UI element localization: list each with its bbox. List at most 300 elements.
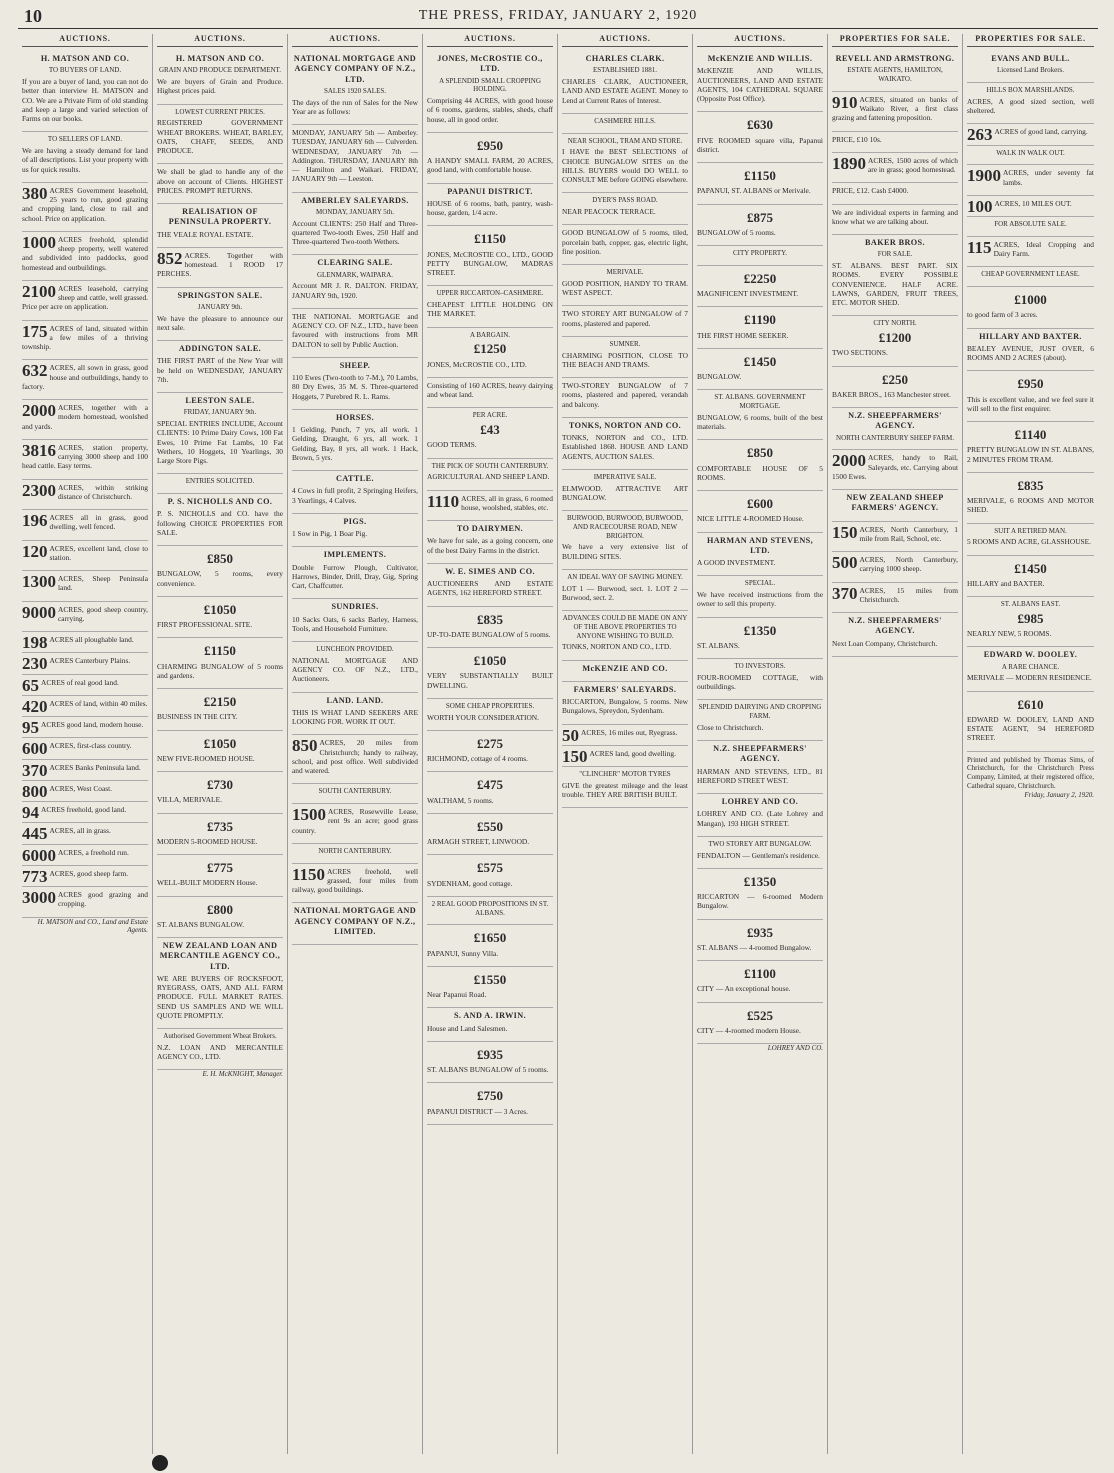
- ad-text: HOUSE of 6 rooms, bath, pantry, wash-house, garden, 1/4 acre.: [427, 198, 553, 217]
- ad-body: [427, 837, 553, 846]
- advertisement: [697, 440, 823, 491]
- ad-body: [967, 395, 1094, 414]
- ad-text: CITY — 4-roomed modern House.: [697, 1025, 801, 1035]
- ad-body: [562, 381, 688, 409]
- ink-blot: [152, 1455, 168, 1471]
- ad-text: PAPANUI, Sunny Villa.: [427, 948, 499, 958]
- ad-subheading: Licensed Land Brokers.: [996, 66, 1065, 75]
- advertisement: [427, 133, 553, 184]
- ad-price: £935: [477, 1046, 503, 1062]
- ad-acreage: 2000: [22, 401, 56, 420]
- ad-price: £1150: [474, 231, 506, 247]
- ad-text: ACRES, station property, carrying 3000 sheep and 100 head cattle. Easy terms.: [22, 442, 148, 471]
- advertisement: [22, 541, 148, 572]
- ad-price: £275: [477, 735, 503, 751]
- advertisement: [832, 235, 958, 316]
- ad-subheading: ADVANCES COULD BE MADE ON ANY OF THE ABOVE PROPERTIES TO ANYONE WISHING TO BUILD.: [562, 614, 688, 640]
- advertisement: [562, 767, 688, 808]
- column-4: [423, 34, 558, 1454]
- ad-acreage: 445: [22, 824, 48, 844]
- ad-text: A GOOD INVESTMENT.: [697, 558, 776, 567]
- advertisement: [22, 480, 148, 511]
- ad-body: [22, 321, 148, 352]
- ad-heading: CATTLE.: [336, 474, 374, 483]
- ad-body: [697, 136, 823, 155]
- ad-price: £1350: [743, 622, 777, 638]
- ad-price: £525: [747, 1007, 773, 1023]
- ad-body: [427, 990, 553, 999]
- column-heading: AUCTIONS.: [22, 34, 148, 47]
- advertisement: [562, 378, 688, 418]
- ad-price: £1190: [744, 312, 776, 328]
- ad-body: [832, 639, 958, 648]
- ad-body: [292, 373, 418, 401]
- ad-text: ACRES, 20 miles from Christchurch; handy to railway, school, and post office. Well subdivided and watered.: [292, 738, 418, 775]
- advertisement: [697, 491, 823, 533]
- ad-text: TWO STOREY ART BUNGALOW of 7 rooms, plastered and papered.: [562, 309, 688, 328]
- ad-subheading: WALK IN WALK OUT.: [996, 148, 1065, 157]
- ad-subheading: A BARGAIN.: [469, 330, 511, 339]
- ad-subheading: SOME CHEAP PROPERTIES.: [445, 701, 535, 710]
- advertisement: [697, 659, 823, 700]
- advertisement: [697, 700, 823, 741]
- ad-text: If you are a buyer of land, you can not do better than interview H. MATSON and CO. We are a Private Firm of old standing and keep a large and varied selection of Farms on our books.: [22, 77, 148, 123]
- advertisement: [292, 599, 418, 642]
- ad-body: [697, 590, 823, 609]
- ad-body: [562, 351, 688, 370]
- ad-heading: N.Z. SHEEPFARMERS' AGENCY.: [848, 616, 942, 636]
- ad-acreage: 150: [562, 746, 588, 766]
- ad-acreage: 1150: [292, 864, 326, 884]
- advertisement: [22, 696, 148, 717]
- ad-text: ACRES, handy to Rail, Saleyards, etc. Carrying about 1500 Ewes.: [832, 453, 958, 481]
- advertisement: [22, 653, 148, 674]
- ad-price: £1140: [1014, 427, 1047, 442]
- newspaper-columns: [18, 34, 1098, 1454]
- ad-body: [22, 440, 148, 471]
- ad-heading: AMBERLEY SALEYARDS.: [301, 195, 409, 205]
- ad-body: [697, 66, 823, 103]
- advertisement: [292, 844, 418, 864]
- ad-heading: IMPLEMENTS.: [323, 550, 387, 560]
- ad-body: [427, 440, 553, 449]
- ad-body: [157, 754, 283, 763]
- ad-body: [22, 574, 148, 593]
- ad-text: EDWARD W. DOOLEY, LAND AND ESTATE AGENT, 94 HEREFORD STREET.: [967, 714, 1094, 743]
- column-1: [18, 34, 153, 1454]
- ad-heading: McKENZIE AND WILLIS.: [707, 54, 813, 63]
- ad-heading: P. S. NICHOLLS AND CO.: [167, 497, 273, 506]
- ad-text: House and Land Salesmen.: [427, 1023, 508, 1033]
- ad-body: [427, 156, 553, 175]
- advertisement: [562, 225, 688, 265]
- ad-text: REGISTERED GOVERNMENT WHEAT BROKERS. WHEAT, BARLEY, OATS, CHAFF, SEEDS, AND PRODUCE.: [157, 118, 283, 155]
- ad-text: PAPANUI, ST. ALBANS or Merivale.: [697, 186, 811, 196]
- ad-text: ACRES, within striking distance of Christchurch.: [58, 482, 148, 501]
- advertisement: [697, 576, 823, 617]
- column-8: [963, 34, 1098, 1454]
- ad-body: [292, 219, 418, 247]
- ad-text: ST. ALBANS BUNGALOW of 5 rooms.: [427, 1065, 549, 1074]
- advertisement: [427, 1008, 553, 1042]
- ad-text: NEAR PEACOCK TERRACE.: [562, 207, 656, 216]
- ad-acreage: 852: [157, 248, 183, 268]
- ad-body: [832, 522, 958, 544]
- advertisement: [697, 618, 823, 660]
- advertisement: [427, 1083, 553, 1125]
- ad-text: ACRES, excellent land, close to station.: [49, 543, 148, 562]
- ad-acreage: 230: [22, 654, 48, 674]
- advertisement: [292, 51, 418, 125]
- advertisement: [157, 638, 283, 689]
- ad-body: [157, 920, 283, 929]
- advertisement: [427, 184, 553, 227]
- ad-price: £1350: [743, 873, 777, 889]
- ad-body: [832, 153, 958, 175]
- ad-body: [697, 228, 823, 237]
- ad-text: We are individual experts in farming and know what we are talking about.: [832, 207, 958, 226]
- advertisement: [427, 648, 553, 699]
- ad-body: [697, 514, 823, 523]
- advertisement: [427, 459, 553, 491]
- ad-text: We shall be glad to handle any of the above on account of Clients. HIGHEST PRICES. PROMPT RETURNS.: [157, 167, 283, 195]
- ad-text: ACRES, under seventy fat lambs.: [1003, 168, 1094, 187]
- ad-text: MODERN 5-ROOMED HOUSE.: [157, 836, 258, 846]
- ad-text: ACRES, all sown in grass, good house and outbuildings, handy to factory.: [22, 363, 148, 391]
- issue-date: Friday, January 2, 1920.: [1024, 790, 1094, 799]
- ad-text: ACRES. Together with homestead. 1 ROOD 17 PERCHES.: [157, 250, 283, 279]
- advertisement: [292, 193, 418, 256]
- advertisement: [22, 183, 148, 232]
- advertisement: [292, 309, 418, 358]
- advertisement: [967, 287, 1094, 329]
- advertisement: [967, 267, 1094, 287]
- advertisement: [427, 521, 553, 564]
- ad-body: [427, 536, 553, 555]
- advertisement: [292, 804, 418, 844]
- ad-text: 1 Gelding, Punch, 7 yrs, all work. 1 Gelding, Draught, 6 yrs, all work. 1 Gelding, Bay, 8 yrs, all work. 1 Hack, Brown, 5 yrs.: [292, 425, 418, 462]
- ad-body: [22, 602, 148, 624]
- ad-body: [292, 281, 418, 300]
- advertisement: [22, 887, 148, 918]
- ad-heading: JONES, McCROSTIE CO., LTD.: [437, 54, 543, 74]
- column-signature: E. H. McKNIGHT, Manager.: [202, 1070, 283, 1079]
- advertisement: [967, 146, 1094, 166]
- advertisement: [832, 132, 958, 153]
- advertisement: [427, 51, 553, 133]
- advertisement: [292, 735, 418, 784]
- column-2: [153, 34, 288, 1454]
- ad-body: [292, 529, 418, 538]
- ad-price: £43: [480, 422, 500, 437]
- ad-subheading: NEAR SCHOOL, TRAM AND STORE.: [567, 136, 683, 145]
- ad-text: RICCARTON — 6-roomed Modern Bungalow.: [697, 892, 823, 911]
- ad-heading: SHEEP.: [339, 360, 371, 370]
- ad-heading: CLEARING SALE.: [317, 258, 393, 268]
- ad-text: Account CLIENTS: 250 Half and Three-quartered Two-tooth Ewes, 250 Half and Three-quartered Two-tooth Wethers.: [292, 218, 418, 246]
- advertisement: [157, 597, 283, 639]
- advertisement: [22, 866, 148, 887]
- ad-body: [562, 584, 688, 603]
- advertisement: [427, 607, 553, 649]
- ad-text: SYDENHAM, good cottage.: [427, 878, 513, 888]
- advertisement: [697, 1003, 823, 1045]
- ad-body: [427, 713, 553, 722]
- ad-text: We have for sale, as a going concern, one of the best Dairy Farms in the district.: [427, 536, 553, 555]
- advertisement: [292, 547, 418, 599]
- ad-text: BEALEY AVENUE, JUST OVER, 6 ROOMS AND 2 ACRES (about).: [967, 343, 1094, 362]
- advertisement: [697, 349, 823, 391]
- ad-acreage: 2300: [22, 480, 56, 500]
- ad-text: MAGNIFICENT INVESTMENT.: [697, 289, 799, 298]
- ad-price: £250: [882, 371, 908, 387]
- ad-acreage: 850: [292, 736, 318, 756]
- advertisement: [832, 408, 958, 450]
- ad-acreage: 100: [967, 196, 993, 216]
- ad-price: £775: [207, 860, 233, 875]
- ad-price: £1200: [878, 330, 912, 345]
- ad-text: FOUR-ROOMED COTTAGE, with outbuildings.: [697, 672, 823, 691]
- ad-body: [157, 118, 283, 155]
- advertisement: [157, 288, 283, 342]
- ad-acreage: 370: [22, 760, 48, 780]
- ad-text: BUSINESS IN THE CITY.: [157, 712, 238, 722]
- ad-body: [832, 555, 958, 574]
- ad-subheading: HILLS BOX MARSHLANDS.: [986, 86, 1075, 94]
- ad-body: [157, 712, 283, 721]
- ad-body: [832, 261, 958, 307]
- ad-price: £950: [1017, 376, 1044, 392]
- ad-subheading: ST. ALBANS EAST.: [1000, 600, 1061, 608]
- advertisement: [967, 196, 1094, 217]
- ad-price: £1050: [203, 735, 237, 751]
- column-heading: AUCTIONS.: [292, 34, 418, 47]
- ad-text: ACRES land, good dwelling.: [589, 748, 676, 758]
- ad-text: WORTH YOUR CONSIDERATION.: [427, 712, 539, 722]
- advertisement: [157, 772, 283, 814]
- advertisement: [562, 51, 688, 114]
- ad-body: [562, 746, 688, 766]
- ad-heading: N.Z. SHEEPFARMERS' AGENCY.: [848, 411, 942, 431]
- advertisement: [697, 205, 823, 247]
- ad-body: [832, 453, 958, 481]
- ad-text: THE VEALE ROYAL ESTATE.: [157, 229, 254, 239]
- ad-heading: N.Z. SHEEPFARMERS' AGENCY.: [713, 744, 807, 764]
- ad-subheading: 2 REAL GOOD PROPOSITIONS IN ST. ALBANS.: [431, 899, 549, 917]
- ad-body: [22, 183, 148, 223]
- ad-body: [697, 331, 823, 340]
- advertisement: [427, 855, 553, 897]
- advertisement: [427, 967, 553, 1009]
- ad-text: ELMWOOD. ATTRACTIVE ART BUNGALOW.: [562, 483, 688, 502]
- ad-body: [22, 77, 148, 123]
- ad-body: [22, 696, 148, 716]
- ad-acreage: 1110: [427, 491, 460, 511]
- ad-heading: BAKER BROS.: [865, 238, 925, 247]
- advertisement: [427, 772, 553, 814]
- advertisement: [832, 316, 958, 366]
- ad-text: ACRES, all in grass, 6 roomed house, woolshed, stables, etc.: [461, 493, 553, 512]
- ad-subheading: Authorised Government Wheat Brokers.: [163, 1032, 277, 1040]
- ad-text: ACRES, all in grass.: [49, 826, 111, 836]
- ad-subheading: GRAIN AND PRODUCE DEPARTMENT.: [158, 66, 282, 75]
- ad-body: [697, 558, 823, 567]
- ad-text: to good farm of 3 acres.: [967, 310, 1038, 320]
- ad-subheading: NORTH CANTERBURY SHEEP FARM.: [836, 433, 954, 442]
- ad-text: 4 Cows in full profit, 2 Springing Heifers, 3 Yearlings, 4 Calves.: [292, 486, 418, 505]
- ad-subheading: SALES 1920 SALES.: [323, 86, 387, 95]
- ad-price: £1650: [473, 930, 507, 946]
- advertisement: [832, 205, 958, 236]
- ad-body: [22, 363, 148, 391]
- ad-body: [157, 419, 283, 465]
- advertisement: [832, 583, 958, 614]
- ad-text: ACRES, Ideal Cropping and Dairy Farm.: [993, 239, 1094, 258]
- ad-body: [697, 464, 823, 483]
- ad-text: GOOD POSITION, HANDY TO TRAM. WEST ASPECT.: [562, 278, 688, 297]
- ad-text: CHARMING BUNGALOW of 5 rooms and gardens.: [157, 661, 283, 680]
- ad-subheading: CITY PROPERTY.: [732, 249, 788, 257]
- ad-subheading: MONDAY, JANUARY 5th.: [316, 207, 394, 216]
- ad-body: [292, 738, 418, 775]
- ad-body: [22, 541, 148, 563]
- advertisement: [697, 51, 823, 112]
- ad-text: ACRES, 16 miles out, Ryegrass.: [581, 727, 678, 737]
- ad-text: CHARMING POSITION, CLOSE TO THE BEACH AND TRAMS.: [562, 350, 688, 369]
- advertisement: [22, 321, 148, 361]
- ad-body: [292, 615, 418, 634]
- ad-price: £1550: [473, 971, 507, 987]
- column-heading: AUCTIONS.: [427, 34, 553, 47]
- ad-heading: LEESTON SALE.: [185, 396, 255, 405]
- ad-acreage: 1890: [832, 153, 866, 173]
- paper-title: THE PRESS, FRIDAY, JANUARY 2, 1920: [418, 8, 698, 23]
- ad-body: [697, 851, 823, 860]
- ad-text: RICHMOND, cottage of 4 rooms.: [427, 754, 528, 763]
- ad-subheading: SUIT A RETIRED MAN.: [994, 526, 1067, 535]
- ad-subheading: AN IDEAL WAY OF SAVING MONEY.: [567, 572, 683, 581]
- ad-text: ST. ALBANS. BEST PART. SIX ROOMS. EVERY POSSIBLE CONVENIENCE. HALF ACRE. LAWNS, GARDEN, FRUIT TREES, ETC. MOTOR SHED.: [832, 261, 958, 307]
- ad-text: NEARLY NEW, 5 ROOMS.: [967, 629, 1052, 638]
- column-heading: PROPERTIES FOR SALE.: [832, 34, 958, 47]
- advertisement: [967, 165, 1094, 196]
- ad-text: HARMAN AND STEVENS, LTD., 81 HEREFORD STREET WEST.: [697, 766, 823, 785]
- ad-text: CHEAPEST LITTLE HOLDING ON THE MARKET.: [427, 300, 553, 319]
- ad-body: [967, 344, 1094, 363]
- ad-text: ACRES, Sheep Peninsula land.: [58, 574, 148, 593]
- ad-text: CHARLES CLARK, AUCTIONEER, LAND AND ESTATE AGENT. Money to Lend at Current Rates of Interest.: [562, 77, 688, 105]
- advertisement: [967, 237, 1094, 268]
- ad-price: £730: [207, 777, 233, 792]
- ad-subheading: IMPERATIVE SALE.: [593, 472, 657, 481]
- advertisement: [697, 163, 823, 205]
- ad-body: [157, 77, 283, 96]
- ad-heading: W. E. SIMES AND CO.: [445, 566, 535, 576]
- ad-text: ACRES good land, modern house.: [41, 720, 144, 729]
- ad-text: 110 Ewes (Two-tooth to 7-M.), 70 Lambs, 80 Dry Ewes, 35 M. S. Three-quartered Hoggets, 7 Purebred R. L. Rams.: [292, 373, 418, 401]
- ad-subheading: FOR ABSOLUTE SALE.: [994, 220, 1067, 228]
- ad-text: TONKS, NORTON and CO., LTD. Established 1868. HOUSE AND LAND AGENTS, AUCTION SALES.: [562, 433, 688, 461]
- advertisement: [697, 869, 823, 920]
- advertisement: [427, 925, 553, 967]
- advertisement: [697, 837, 823, 869]
- advertisement: [832, 92, 958, 132]
- ad-price: £2150: [203, 694, 237, 709]
- ad-text: NEW FIVE-ROOMED HOUSE.: [157, 753, 255, 763]
- ad-body: [832, 583, 958, 605]
- ad-heading: HILLARY AND BAXTER.: [979, 331, 1082, 341]
- column-heading: AUCTIONS.: [562, 34, 688, 47]
- ad-heading: SPRINGSTON SALE.: [177, 290, 263, 300]
- ad-price: £985: [1017, 610, 1044, 626]
- masthead: [18, 6, 1098, 29]
- advertisement: [562, 114, 688, 134]
- ad-subheading: FOR SALE.: [877, 250, 913, 259]
- ad-subheading: A SPLENDID SMALL CROPPING HOLDING.: [439, 76, 541, 94]
- ad-body: [967, 579, 1094, 588]
- ad-heading: McKENZIE AND CO.: [582, 663, 668, 673]
- ad-body: [697, 809, 823, 828]
- ad-body: [22, 845, 148, 865]
- ad-body: [967, 196, 1094, 216]
- column-signature: H. MATSON and CO., Land and Estate Agents.: [37, 917, 148, 935]
- ad-subheading: JANUARY 9th.: [197, 302, 243, 311]
- ad-subheading: ST. ALBANS. GOVERNMENT MORTGAGE.: [714, 393, 806, 410]
- ad-heading: S. AND A. IRWIN.: [453, 1011, 527, 1021]
- ad-text: 5 ROOMS AND ACRE, GLASSHOUSE.: [967, 537, 1092, 547]
- ad-body: [22, 890, 148, 909]
- ad-body: [22, 675, 148, 695]
- ad-body: [292, 563, 418, 591]
- advertisement: [832, 613, 958, 657]
- ad-text: Comprising 44 ACRES, with good house of 6 rooms, gardens, stables, sheds, chaff house, all in good order.: [427, 96, 553, 124]
- ad-body: [967, 237, 1094, 259]
- advertisement: [157, 897, 283, 939]
- advertisement: [157, 105, 283, 165]
- advertisement: [562, 134, 688, 194]
- ad-text: UP-TO-DATE BUNGALOW of 5 rooms.: [427, 629, 551, 639]
- advertisement: [967, 124, 1094, 145]
- ad-body: [697, 186, 823, 195]
- advertisement: [22, 232, 148, 281]
- column-6: [693, 34, 828, 1454]
- ad-body: [427, 1065, 553, 1074]
- ad-acreage: 175: [22, 321, 48, 341]
- ad-subheading: CITY NORTH.: [873, 319, 917, 328]
- ad-price: £475: [477, 777, 503, 793]
- ad-body: [22, 633, 148, 652]
- ad-text: ACRES, A good sized section, well sheltered.: [967, 96, 1094, 115]
- ad-body: [157, 878, 283, 887]
- ad-price: £1150: [744, 168, 776, 183]
- advertisement: [967, 473, 1094, 524]
- ad-text: ACRES, situated on banks of Waikato River, a first class grazing and fattening proposition.: [832, 94, 958, 123]
- ad-text: Double Furrow Plough, Cultivator, Harrows, Binder, Drill, Dray, Gig, Spring Cart, Chaffcutter.: [292, 562, 418, 590]
- ad-subheading: SPECIAL.: [744, 579, 776, 588]
- ad-subheading: ENTRIES SOLICITED.: [185, 477, 255, 486]
- ad-body: [292, 128, 418, 184]
- ad-price: £1100: [744, 966, 776, 981]
- advertisement: [967, 692, 1094, 752]
- ad-text: ST. ALBANS BUNGALOW.: [157, 919, 245, 929]
- ad-body: [832, 390, 958, 399]
- ad-body: [697, 372, 823, 381]
- ad-text: ACRES freehold, splendid sheep property, well watered and subdivided into paddocks, good homestead and outbuildings.: [22, 234, 148, 272]
- advertisement: [697, 390, 823, 440]
- ad-body: [427, 1107, 553, 1116]
- advertisement: [832, 522, 958, 553]
- ad-acreage: 1500: [292, 805, 326, 824]
